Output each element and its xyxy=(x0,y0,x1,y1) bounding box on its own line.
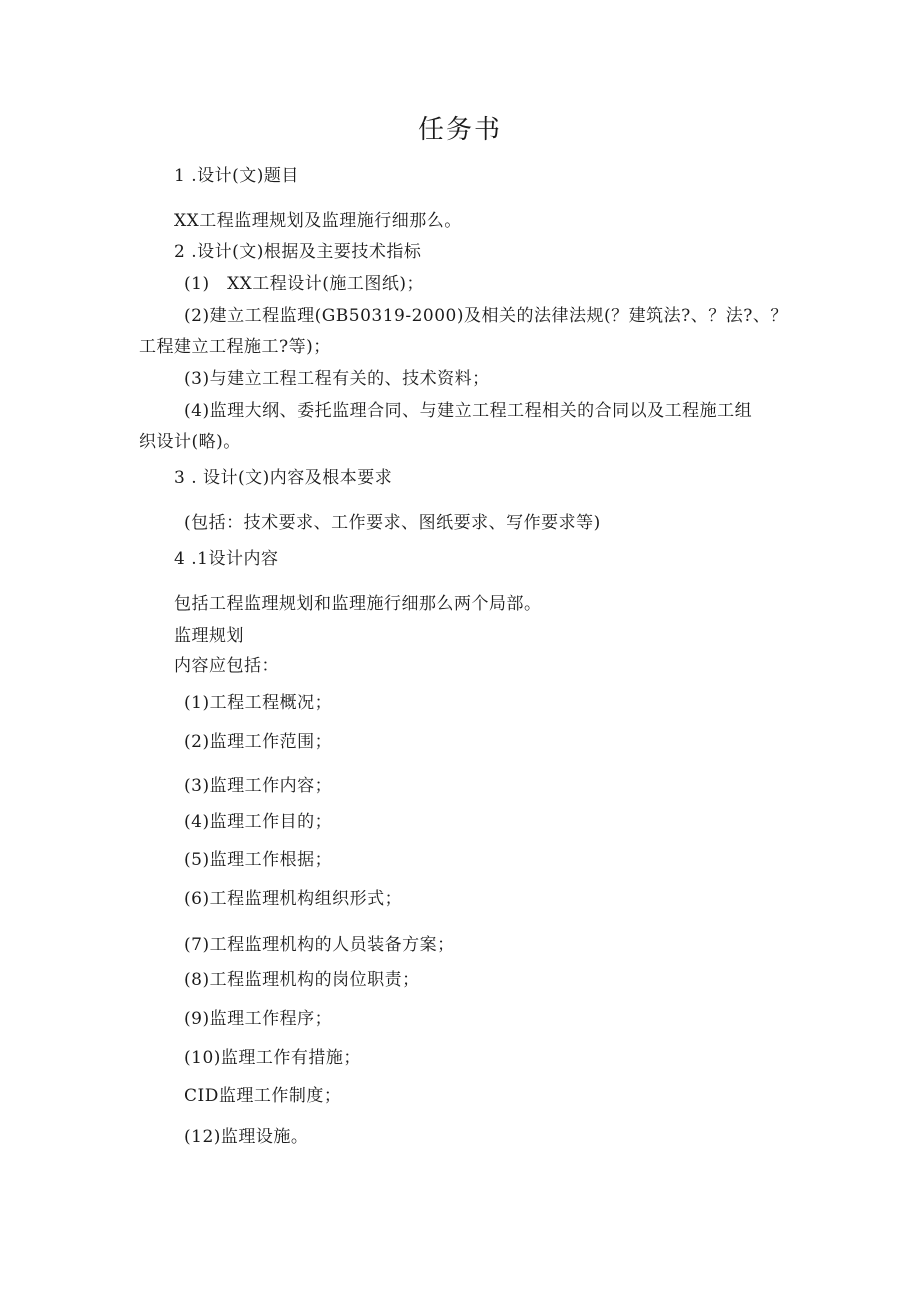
list-item: (8)工程监理机构的岗位职责； xyxy=(184,970,420,990)
list-item: (12)监理设施。 xyxy=(184,1127,309,1147)
list-item-continuation: 织设计(略)。 xyxy=(139,432,241,452)
list-item: (5)监理工作根据； xyxy=(184,850,333,870)
paragraph-line: XX工程监理规划及监理施行细那么。 xyxy=(174,211,462,231)
section-heading-4: 4 .1设计内容 xyxy=(174,549,279,569)
paragraph-line: 包括工程监理规划和监理施行细那么两个局部。 xyxy=(174,594,542,614)
list-item: (1) XX工程设计(施工图纸)； xyxy=(184,274,425,294)
list-item: (6)工程监理机构组织形式； xyxy=(184,889,403,909)
paragraph-line: (包括：技术要求、工作要求、图纸要求、写作要求等) xyxy=(184,513,601,533)
list-item: (10)监理工作有措施； xyxy=(184,1048,361,1068)
list-item: (2)监理工作范围； xyxy=(184,732,333,752)
page-title: 任务书 xyxy=(417,115,502,145)
list-item-continuation: 工程建立工程施工?等)； xyxy=(139,337,331,357)
subheading: 监理规划 xyxy=(174,626,244,646)
list-item: (4)监理大纲、委托监理合同、与建立工程工程相关的合同以及工程施工组 xyxy=(184,401,753,421)
list-item: (7)工程监理机构的人员装备方案； xyxy=(184,935,455,955)
section-heading-2: 2 .设计(文)根据及主要技术指标 xyxy=(174,242,422,262)
list-item: (3)监理工作内容； xyxy=(184,776,333,796)
list-item: (9)监理工作程序； xyxy=(184,1009,333,1029)
list-item: (3)与建立工程工程有关的、技术资料； xyxy=(184,369,490,389)
list-item: (1)工程工程概况； xyxy=(184,693,333,713)
paragraph-line: 内容应包括： xyxy=(174,656,279,676)
list-item: CID监理工作制度； xyxy=(184,1086,342,1106)
list-item: (4)监理工作目的； xyxy=(184,812,333,832)
section-heading-1: 1 .设计(文)题目 xyxy=(174,166,299,186)
section-heading-3: 3 . 设计(文)内容及根本要求 xyxy=(174,468,393,488)
list-item: (2)建立工程监理(GB50319-2000)及相关的法律法规(？建筑法?、？法?、？ xyxy=(184,306,788,326)
